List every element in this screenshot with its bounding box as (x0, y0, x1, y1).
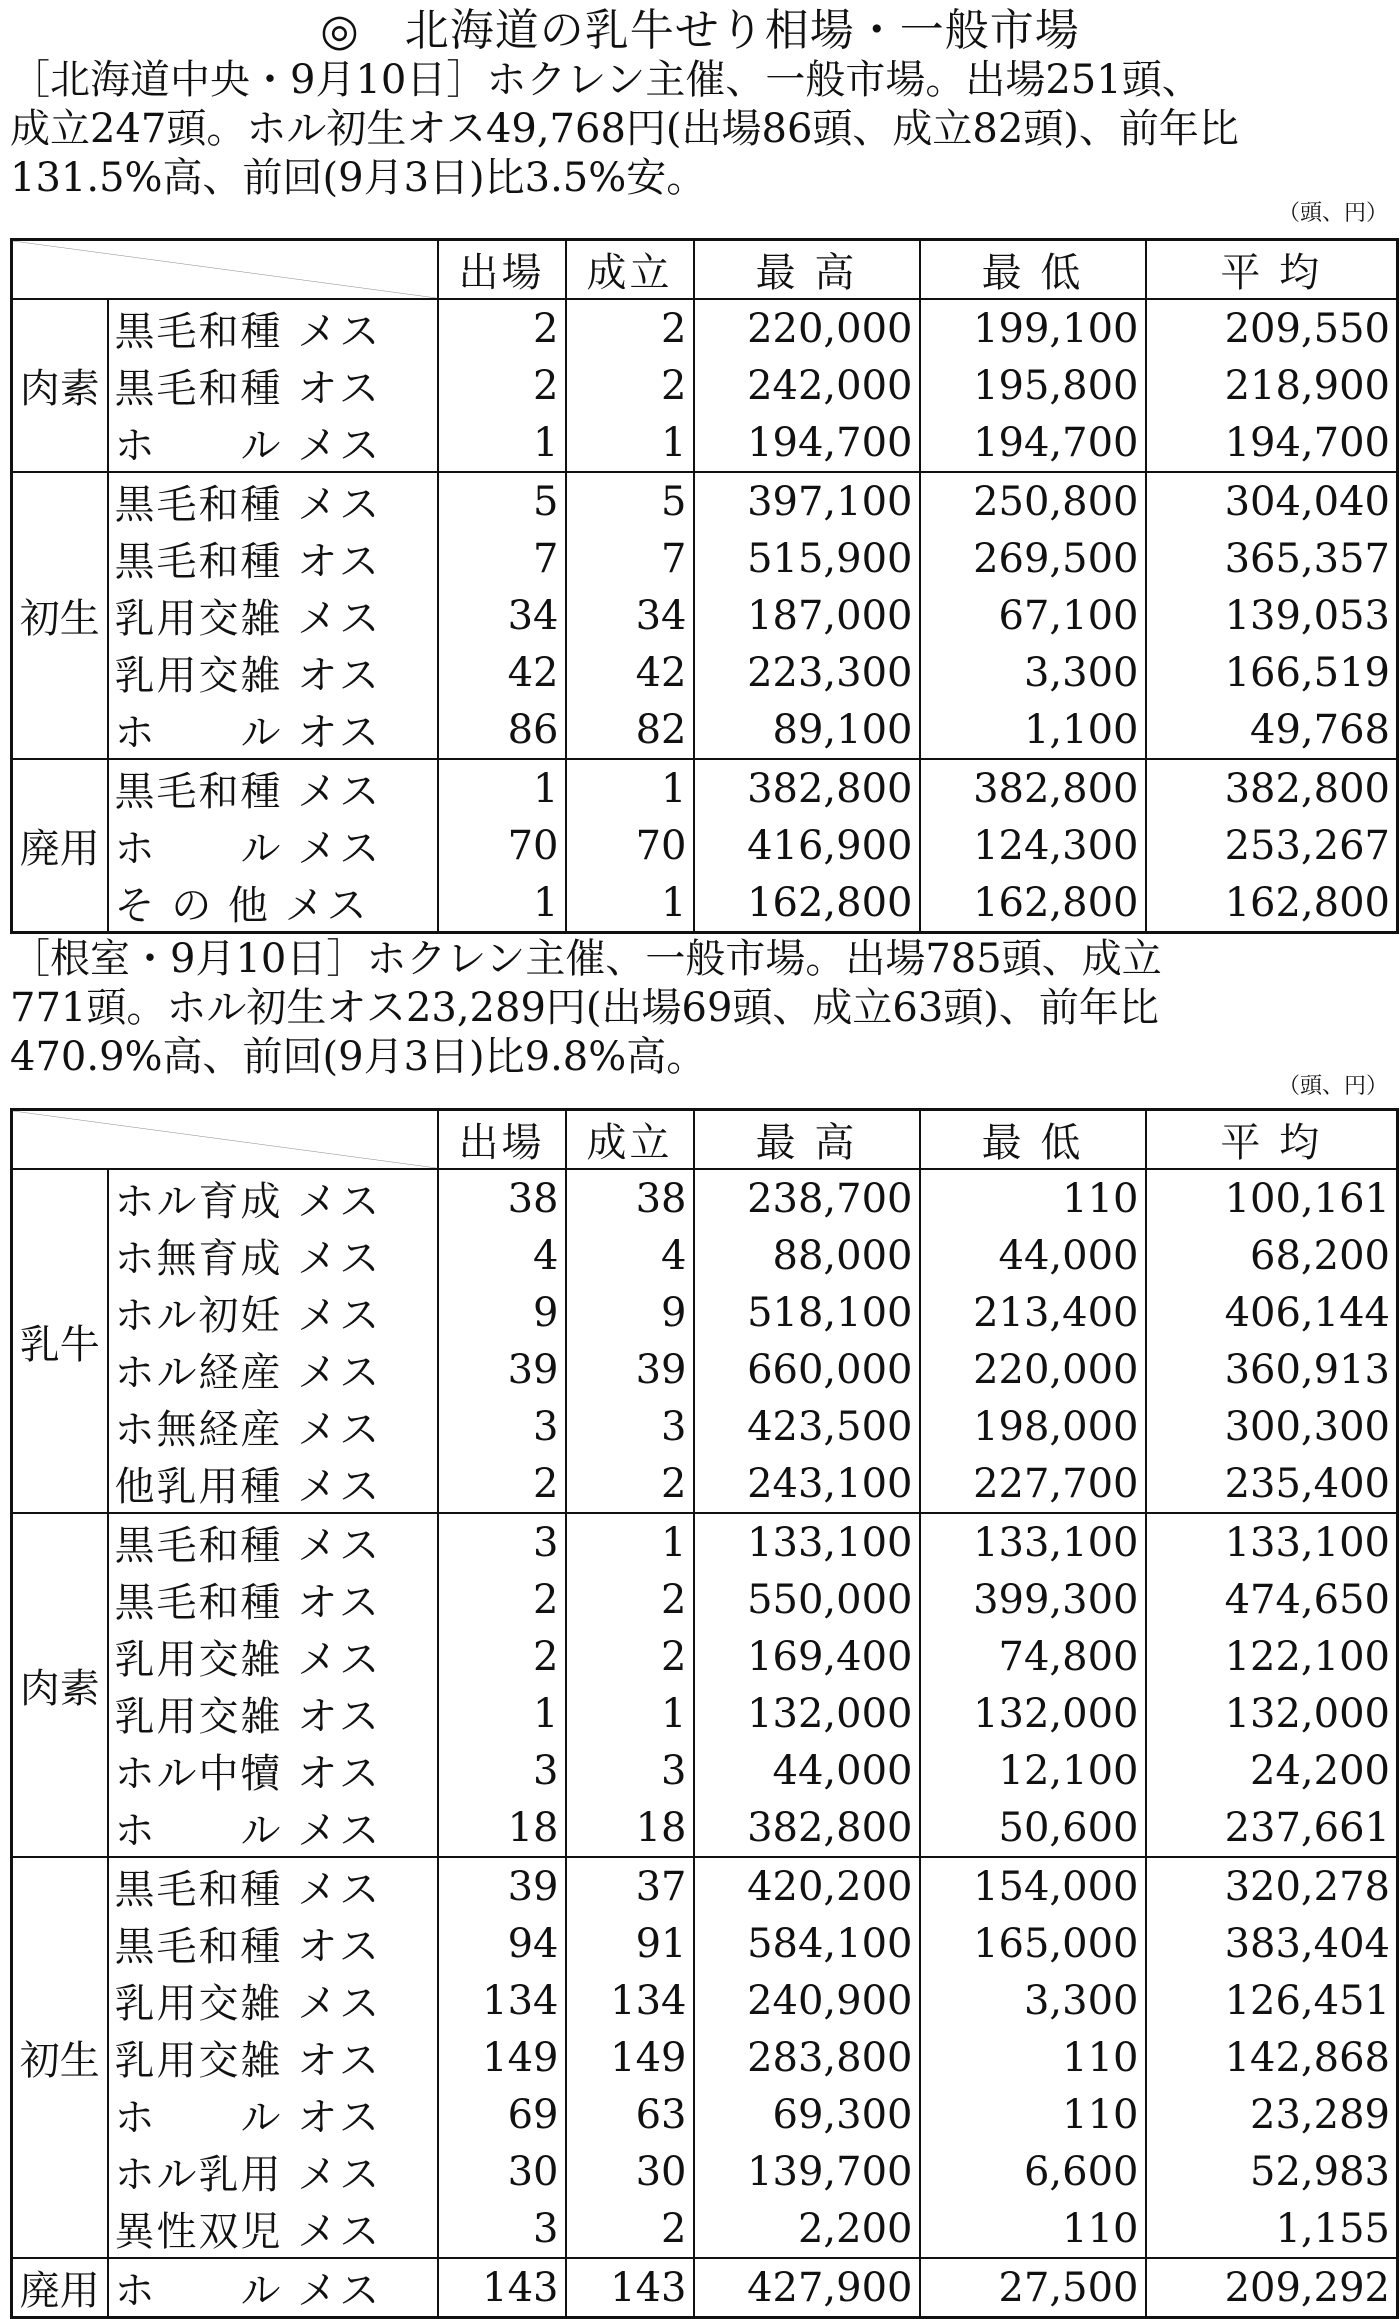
table-row (12, 414, 1398, 472)
table-row (12, 2029, 1398, 2086)
avg-price-cell: 209,292 (1146, 2258, 1398, 2318)
seiritsu-cell: 38 (566, 1169, 694, 1227)
seiritsu-cell: 4 (566, 1227, 694, 1284)
shutsujo-cell: 1 (438, 414, 566, 472)
avg-price-cell: 304,040 (1146, 472, 1398, 530)
breed-name-cell: ホル乳用 メス (108, 2143, 438, 2200)
max-price-cell: 133,100 (694, 1513, 920, 1571)
breed-name-cell: ホル経産 メス (108, 1341, 438, 1398)
avg-price-cell: 320,278 (1146, 1857, 1398, 1915)
table-row (12, 530, 1398, 587)
min-price-cell: 44,000 (920, 1227, 1146, 1284)
header-avg: 平 均 (1146, 240, 1398, 300)
max-price-cell: 397,100 (694, 472, 920, 530)
seiritsu-cell: 30 (566, 2143, 694, 2200)
avg-price-cell: 162,800 (1146, 874, 1398, 933)
seiritsu-cell: 42 (566, 644, 694, 701)
min-price-cell: 195,800 (920, 357, 1146, 414)
table-row (12, 1972, 1398, 2029)
seiritsu-cell: 3 (566, 1742, 694, 1799)
table-row (12, 1742, 1398, 1799)
min-price-cell: 399,300 (920, 1571, 1146, 1628)
table-row (12, 1628, 1398, 1685)
min-price-cell: 154,000 (920, 1857, 1146, 1915)
avg-price-cell: 406,144 (1146, 1284, 1398, 1341)
avg-price-cell: 382,800 (1146, 759, 1398, 817)
seiritsu-cell: 63 (566, 2086, 694, 2143)
breed-name-cell: ホ ル オス (108, 2086, 438, 2143)
section2-intro-line: 470.9%高、前回(9月3日)比9.8%高。 (10, 1034, 707, 1080)
avg-price-cell: 52,983 (1146, 2143, 1398, 2200)
seiritsu-cell: 2 (566, 357, 694, 414)
max-price-cell: 515,900 (694, 530, 920, 587)
avg-price-cell: 126,451 (1146, 1972, 1398, 2029)
avg-price-cell: 100,161 (1146, 1169, 1398, 1227)
table-row (12, 817, 1398, 874)
section1-unit-label: （頭、円） (1277, 201, 1388, 226)
breed-name-cell: そ の 他 メス (108, 874, 438, 933)
min-price-cell: 269,500 (920, 530, 1146, 587)
avg-price-cell: 139,053 (1146, 587, 1398, 644)
max-price-cell: 240,900 (694, 1972, 920, 2029)
seiritsu-cell: 39 (566, 1341, 694, 1398)
shutsujo-cell: 1 (438, 874, 566, 933)
min-price-cell: 110 (920, 2086, 1146, 2143)
seiritsu-cell: 134 (566, 1972, 694, 2029)
table-row (12, 701, 1398, 759)
shutsujo-cell: 4 (438, 1227, 566, 1284)
table-row (12, 1571, 1398, 1628)
max-price-cell: 382,800 (694, 1799, 920, 1857)
min-price-cell: 162,800 (920, 874, 1146, 933)
max-price-cell: 169,400 (694, 1628, 920, 1685)
breed-name-cell: ホ無育成 メス (108, 1227, 438, 1284)
shutsujo-cell: 2 (438, 357, 566, 414)
min-price-cell: 6,600 (920, 2143, 1146, 2200)
header-max: 最 高 (694, 240, 920, 300)
avg-price-cell: 300,300 (1146, 1398, 1398, 1455)
shutsujo-cell: 69 (438, 2086, 566, 2143)
avg-price-cell: 133,100 (1146, 1513, 1398, 1571)
seiritsu-cell: 1 (566, 874, 694, 933)
breed-name-cell: 乳用交雑 オス (108, 1685, 438, 1742)
section1-intro-line: ［北海道中央・9月10日］ホクレン主催、一般市場。出場251頭、 (10, 57, 1202, 103)
seiritsu-cell: 91 (566, 1915, 694, 1972)
section2-intro-line: ［根室・9月10日］ホクレン主催、一般市場。出場785頭、成立 (10, 936, 1162, 982)
min-price-cell: 3,300 (920, 1972, 1146, 2029)
min-price-cell: 165,000 (920, 1915, 1146, 1972)
max-price-cell: 139,700 (694, 2143, 920, 2200)
header-min: 最 低 (920, 1110, 1146, 1170)
seiritsu-cell: 2 (566, 2200, 694, 2258)
avg-price-cell: 235,400 (1146, 1455, 1398, 1513)
section1-intro (10, 56, 1390, 203)
breed-name-cell: 黒毛和種 メス (108, 759, 438, 817)
avg-price-cell: 1,155 (1146, 2200, 1398, 2258)
shutsujo-cell: 2 (438, 1571, 566, 1628)
avg-price-cell: 23,289 (1146, 2086, 1398, 2143)
breed-name-cell: ホル中犢 オス (108, 1742, 438, 1799)
table-row (12, 587, 1398, 644)
avg-price-cell: 253,267 (1146, 817, 1398, 874)
max-price-cell: 238,700 (694, 1169, 920, 1227)
table-header-row (12, 240, 1398, 300)
shutsujo-cell: 86 (438, 701, 566, 759)
seiritsu-cell: 37 (566, 1857, 694, 1915)
table-row (12, 1284, 1398, 1341)
max-price-cell: 220,000 (694, 299, 920, 357)
shutsujo-cell: 2 (438, 299, 566, 357)
seiritsu-cell: 34 (566, 587, 694, 644)
breed-name-cell: 黒毛和種 オス (108, 530, 438, 587)
section1-intro-line: 成立247頭。ホル初生オス49,768円(出場86頭、成立82頭)、前年比 (10, 106, 1239, 152)
seiritsu-cell: 2 (566, 1455, 694, 1513)
seiritsu-cell: 2 (566, 1628, 694, 1685)
breed-name-cell: ホ ル メス (108, 414, 438, 472)
table-row (12, 2258, 1398, 2318)
shutsujo-cell: 1 (438, 1685, 566, 1742)
min-price-cell: 382,800 (920, 759, 1146, 817)
breed-name-cell: 黒毛和種 オス (108, 1571, 438, 1628)
header-avg: 平 均 (1146, 1110, 1398, 1170)
table-row (12, 874, 1398, 933)
category-cell: 初生 (12, 472, 108, 759)
max-price-cell: 187,000 (694, 587, 920, 644)
breed-name-cell: ホ ル メス (108, 1799, 438, 1857)
breed-name-cell: ホル育成 メス (108, 1169, 438, 1227)
max-price-cell: 550,000 (694, 1571, 920, 1628)
min-price-cell: 3,300 (920, 644, 1146, 701)
max-price-cell: 660,000 (694, 1341, 920, 1398)
seiritsu-cell: 5 (566, 472, 694, 530)
breed-name-cell: ホ ル メス (108, 817, 438, 874)
max-price-cell: 44,000 (694, 1742, 920, 1799)
max-price-cell: 132,000 (694, 1685, 920, 1742)
min-price-cell: 213,400 (920, 1284, 1146, 1341)
min-price-cell: 74,800 (920, 1628, 1146, 1685)
min-price-cell: 194,700 (920, 414, 1146, 472)
header-shutsujo: 出場 (438, 240, 566, 300)
seiritsu-cell: 9 (566, 1284, 694, 1341)
breed-name-cell: ホル初妊 メス (108, 1284, 438, 1341)
shutsujo-cell: 7 (438, 530, 566, 587)
breed-name-cell: 黒毛和種 メス (108, 1513, 438, 1571)
shutsujo-cell: 2 (438, 1628, 566, 1685)
section1-price-table (10, 238, 1399, 934)
breed-name-cell: 黒毛和種 オス (108, 1915, 438, 1972)
avg-price-cell: 142,868 (1146, 2029, 1398, 2086)
min-price-cell: 67,100 (920, 587, 1146, 644)
min-price-cell: 133,100 (920, 1513, 1146, 1571)
table-row (12, 1398, 1398, 1455)
table-row (12, 1455, 1398, 1513)
breed-name-cell: 他乳用種 メス (108, 1455, 438, 1513)
avg-price-cell: 209,550 (1146, 299, 1398, 357)
section1-intro-line: 131.5%高、前回(9月3日)比3.5%安。 (10, 155, 707, 201)
min-price-cell: 110 (920, 2200, 1146, 2258)
avg-price-cell: 365,357 (1146, 530, 1398, 587)
min-price-cell: 110 (920, 2029, 1146, 2086)
min-price-cell: 250,800 (920, 472, 1146, 530)
shutsujo-cell: 3 (438, 2200, 566, 2258)
header-seiritsu: 成立 (566, 240, 694, 300)
min-price-cell: 227,700 (920, 1455, 1146, 1513)
category-cell: 廃用 (12, 2258, 108, 2318)
shutsujo-cell: 149 (438, 2029, 566, 2086)
diagonal-divider (13, 1111, 437, 1168)
shutsujo-cell: 94 (438, 1915, 566, 1972)
table-row (12, 1341, 1398, 1398)
breed-name-cell: 異性双児 メス (108, 2200, 438, 2258)
shutsujo-cell: 18 (438, 1799, 566, 1857)
seiritsu-cell: 3 (566, 1398, 694, 1455)
max-price-cell: 584,100 (694, 1915, 920, 1972)
max-price-cell: 518,100 (694, 1284, 920, 1341)
shutsujo-cell: 39 (438, 1341, 566, 1398)
seiritsu-cell: 1 (566, 759, 694, 817)
section2-price-table (10, 1108, 1399, 2319)
min-price-cell: 124,300 (920, 817, 1146, 874)
section2-intro (10, 935, 1390, 1082)
document-title: ◎ 北海道の乳牛せり相場・一般市場 (320, 5, 1080, 56)
max-price-cell: 283,800 (694, 2029, 920, 2086)
max-price-cell: 162,800 (694, 874, 920, 933)
category-cell: 乳牛 (12, 1169, 108, 1513)
avg-price-cell: 474,650 (1146, 1571, 1398, 1628)
breed-name-cell: 乳用交雑 メス (108, 587, 438, 644)
shutsujo-cell: 39 (438, 1857, 566, 1915)
max-price-cell: 194,700 (694, 414, 920, 472)
min-price-cell: 50,600 (920, 1799, 1146, 1857)
seiritsu-cell: 1 (566, 414, 694, 472)
avg-price-cell: 132,000 (1146, 1685, 1398, 1742)
shutsujo-cell: 70 (438, 817, 566, 874)
diagonal-divider (13, 241, 437, 298)
table-row (12, 1915, 1398, 1972)
breed-name-cell: 黒毛和種 メス (108, 299, 438, 357)
min-price-cell: 198,000 (920, 1398, 1146, 1455)
avg-price-cell: 237,661 (1146, 1799, 1398, 1857)
avg-price-cell: 24,200 (1146, 1742, 1398, 1799)
avg-price-cell: 360,913 (1146, 1341, 1398, 1398)
max-price-cell: 242,000 (694, 357, 920, 414)
table-row (12, 1857, 1398, 1915)
shutsujo-cell: 143 (438, 2258, 566, 2318)
header-min: 最 低 (920, 240, 1146, 300)
breed-name-cell: ホ ル メス (108, 2258, 438, 2318)
breed-name-cell: 乳用交雑 メス (108, 1628, 438, 1685)
category-cell: 肉素 (12, 1513, 108, 1857)
min-price-cell: 220,000 (920, 1341, 1146, 1398)
avg-price-cell: 49,768 (1146, 701, 1398, 759)
seiritsu-cell: 1 (566, 1513, 694, 1571)
shutsujo-cell: 38 (438, 1169, 566, 1227)
table-row (12, 2086, 1398, 2143)
section2-intro-line: 771頭。ホル初生オス23,289円(出場69頭、成立63頭)、前年比 (10, 985, 1159, 1031)
breed-name-cell: ホ ル オス (108, 701, 438, 759)
avg-price-cell: 194,700 (1146, 414, 1398, 472)
breed-name-cell: 黒毛和種 メス (108, 472, 438, 530)
max-price-cell: 416,900 (694, 817, 920, 874)
seiritsu-cell: 18 (566, 1799, 694, 1857)
seiritsu-cell: 1 (566, 1685, 694, 1742)
header-seiritsu: 成立 (566, 1110, 694, 1170)
shutsujo-cell: 3 (438, 1513, 566, 1571)
breed-name-cell: 乳用交雑 オス (108, 2029, 438, 2086)
shutsujo-cell: 9 (438, 1284, 566, 1341)
breed-name-cell: 黒毛和種 オス (108, 357, 438, 414)
table-row (12, 1227, 1398, 1284)
breed-name-cell: 乳用交雑 オス (108, 644, 438, 701)
max-price-cell: 420,200 (694, 1857, 920, 1915)
seiritsu-cell: 70 (566, 817, 694, 874)
seiritsu-cell: 2 (566, 299, 694, 357)
max-price-cell: 89,100 (694, 701, 920, 759)
table-row (12, 357, 1398, 414)
breed-name-cell: ホ無経産 メス (108, 1398, 438, 1455)
shutsujo-cell: 30 (438, 2143, 566, 2200)
shutsujo-cell: 42 (438, 644, 566, 701)
header-corner-cell (12, 1110, 438, 1170)
max-price-cell: 223,300 (694, 644, 920, 701)
breed-name-cell: 乳用交雑 メス (108, 1972, 438, 2029)
shutsujo-cell: 34 (438, 587, 566, 644)
table-row (12, 472, 1398, 530)
shutsujo-cell: 2 (438, 1455, 566, 1513)
shutsujo-cell: 5 (438, 472, 566, 530)
min-price-cell: 12,100 (920, 1742, 1146, 1799)
table-row (12, 2200, 1398, 2258)
header-corner-cell (12, 240, 438, 300)
shutsujo-cell: 3 (438, 1742, 566, 1799)
category-cell: 初生 (12, 1857, 108, 2258)
max-price-cell: 88,000 (694, 1227, 920, 1284)
table-row (12, 1685, 1398, 1742)
table-row (12, 644, 1398, 701)
section2-unit-label: （頭、円） (1277, 1074, 1388, 1099)
header-max: 最 高 (694, 1110, 920, 1170)
seiritsu-cell: 143 (566, 2258, 694, 2318)
table-row (12, 1513, 1398, 1571)
avg-price-cell: 166,519 (1146, 644, 1398, 701)
avg-price-cell: 383,404 (1146, 1915, 1398, 1972)
seiritsu-cell: 149 (566, 2029, 694, 2086)
avg-price-cell: 68,200 (1146, 1227, 1398, 1284)
seiritsu-cell: 82 (566, 701, 694, 759)
header-shutsujo: 出場 (438, 1110, 566, 1170)
avg-price-cell: 218,900 (1146, 357, 1398, 414)
min-price-cell: 199,100 (920, 299, 1146, 357)
seiritsu-cell: 2 (566, 1571, 694, 1628)
seiritsu-cell: 7 (566, 530, 694, 587)
max-price-cell: 382,800 (694, 759, 920, 817)
max-price-cell: 427,900 (694, 2258, 920, 2318)
breed-name-cell: 黒毛和種 メス (108, 1857, 438, 1915)
category-cell: 廃用 (12, 759, 108, 933)
max-price-cell: 2,200 (694, 2200, 920, 2258)
min-price-cell: 1,100 (920, 701, 1146, 759)
table-row (12, 1799, 1398, 1857)
avg-price-cell: 122,100 (1146, 1628, 1398, 1685)
shutsujo-cell: 1 (438, 759, 566, 817)
max-price-cell: 69,300 (694, 2086, 920, 2143)
table-row (12, 759, 1398, 817)
max-price-cell: 423,500 (694, 1398, 920, 1455)
category-cell: 肉素 (12, 299, 108, 472)
table-header-row (12, 1110, 1398, 1170)
min-price-cell: 27,500 (920, 2258, 1146, 2318)
table-row (12, 299, 1398, 357)
shutsujo-cell: 3 (438, 1398, 566, 1455)
min-price-cell: 132,000 (920, 1685, 1146, 1742)
shutsujo-cell: 134 (438, 1972, 566, 2029)
min-price-cell: 110 (920, 1169, 1146, 1227)
table-row (12, 2143, 1398, 2200)
max-price-cell: 243,100 (694, 1455, 920, 1513)
table-row (12, 1169, 1398, 1227)
